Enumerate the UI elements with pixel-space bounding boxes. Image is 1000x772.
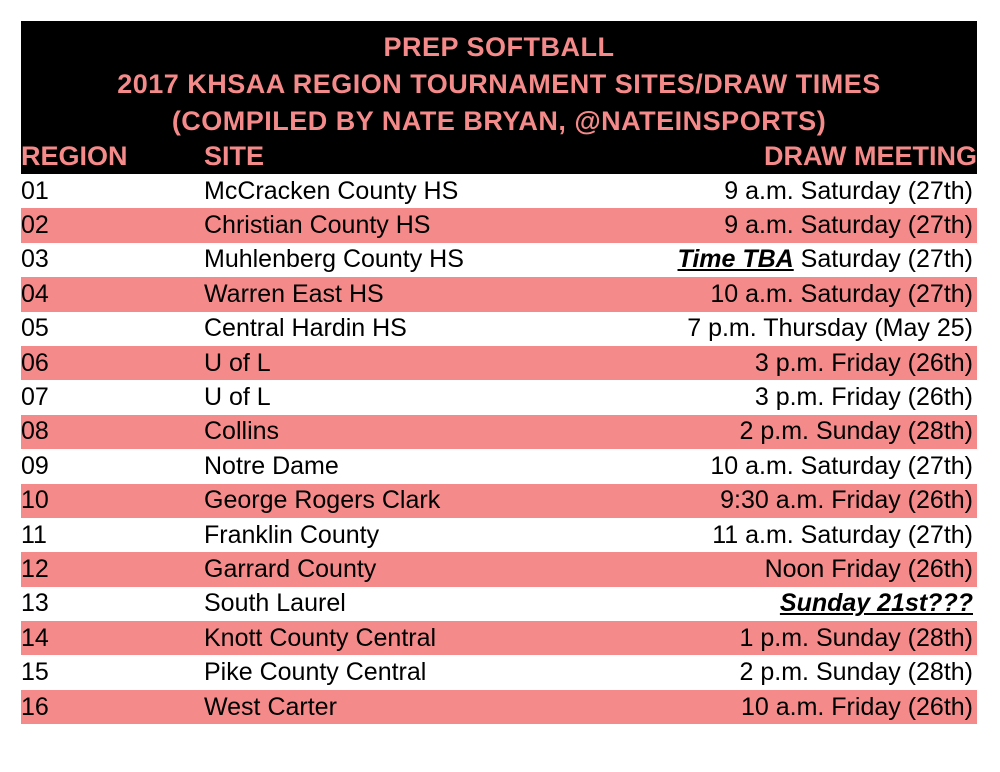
draw-meeting-cell	[549, 452, 977, 481]
site-cell: Muhlenberg County HS	[204, 245, 464, 274]
site-cell: West Carter	[204, 692, 337, 721]
region-cell: 07	[21, 383, 49, 412]
region-cell: 13	[21, 589, 49, 618]
title-line-1: PREP SOFTBALL	[383, 32, 615, 62]
site-cell: Notre Dame	[204, 451, 339, 480]
site-cell: Christian County HS	[204, 211, 431, 240]
table-row	[21, 484, 977, 518]
region-cell: 14	[21, 623, 49, 652]
draw-meeting-text: 9 a.m. Saturday (27th)	[724, 211, 973, 240]
draw-meeting-emphasis: Sunday 21st???	[779, 589, 973, 618]
region-cell: 01	[21, 176, 49, 205]
table-row	[21, 277, 977, 311]
region-cell: 08	[21, 417, 49, 446]
region-cell: 05	[21, 314, 49, 343]
title-line-3: (COMPILED BY NATE BRYAN, @NATEINSPORTS)	[171, 106, 827, 136]
draw-meeting-cell	[549, 555, 977, 584]
table-row	[21, 312, 977, 346]
table-row	[21, 518, 977, 552]
site-cell: Franklin County	[204, 520, 380, 549]
draw-meeting-text: 10 a.m. Friday (26th)	[740, 692, 973, 721]
site-cell: Central Hardin HS	[204, 314, 407, 343]
table-row	[21, 208, 977, 242]
region-cell: 15	[21, 658, 49, 687]
draw-meeting-cell	[549, 624, 977, 653]
draw-meeting-text: Noon Friday (26th)	[764, 554, 973, 583]
draw-meeting-cell	[549, 349, 977, 378]
site-cell: U of L	[204, 383, 271, 412]
region-cell: 06	[21, 348, 49, 377]
table-row	[21, 346, 977, 380]
draw-meeting-cell	[549, 314, 977, 343]
draw-meeting-text: 10 a.m. Saturday (27th)	[710, 451, 973, 480]
draw-meeting-emphasis: Time TBA	[677, 245, 794, 274]
draw-meeting-cell	[549, 280, 977, 309]
region-cell: 02	[21, 211, 49, 240]
region-cell: 03	[21, 245, 49, 274]
region-cell: 12	[21, 554, 49, 583]
draw-meeting-cell	[549, 589, 977, 618]
draw-meeting-text: 2 p.m. Sunday (28th)	[739, 658, 973, 687]
draw-meeting-text: 9 a.m. Saturday (27th)	[724, 176, 973, 205]
draw-meeting-text: 9:30 a.m. Friday (26th)	[720, 486, 973, 515]
table-row	[21, 415, 977, 449]
draw-meeting-text: 2 p.m. Sunday (28th)	[739, 417, 973, 446]
region-cell: 16	[21, 692, 49, 721]
draw-meeting-text: 10 a.m. Saturday (27th)	[710, 279, 973, 308]
draw-meeting-cell	[549, 211, 977, 240]
table-row	[21, 587, 977, 621]
region-cell: 11	[21, 520, 47, 549]
draw-meeting-cell	[549, 383, 977, 412]
column-header-site: SITE	[204, 141, 265, 171]
draw-meeting-text: 7 p.m. Thursday (May 25)	[687, 314, 973, 343]
site-cell: Knott County Central	[204, 623, 437, 652]
draw-meeting-text: Saturday (27th)	[793, 245, 973, 274]
column-header-draw: DRAW MEETING	[764, 141, 977, 171]
draw-meeting-text: 3 p.m. Friday (26th)	[754, 383, 973, 412]
site-cell: George Rogers Clark	[204, 486, 441, 515]
site-cell: Warren East HS	[204, 279, 384, 308]
column-header-region: REGION	[21, 141, 128, 171]
draw-meeting-cell	[549, 177, 977, 206]
table-row	[21, 174, 977, 208]
table-row	[21, 621, 977, 655]
site-cell: South Laurel	[204, 589, 346, 618]
site-cell: Pike County Central	[204, 658, 427, 687]
draw-meeting-cell	[549, 521, 977, 550]
draw-meeting-text: 11 a.m. Saturday (27th)	[712, 520, 973, 549]
table-row	[21, 449, 977, 483]
region-cell: 10	[21, 486, 49, 515]
draw-meeting-cell	[549, 417, 977, 446]
draw-meeting-cell	[549, 245, 977, 274]
table-header	[21, 21, 977, 174]
table-row	[21, 243, 977, 277]
table-row	[21, 690, 977, 724]
site-cell: Garrard County	[204, 554, 377, 583]
draw-meeting-cell	[549, 486, 977, 515]
table-row	[21, 655, 977, 689]
table-row	[21, 380, 977, 414]
site-cell: Collins	[204, 417, 280, 446]
title-line-2: 2017 KHSAA REGION TOURNAMENT SITES/DRAW TIMES	[117, 69, 881, 99]
draw-meeting-cell	[549, 658, 977, 687]
draw-meeting-cell	[549, 693, 977, 722]
table-row	[21, 552, 977, 586]
tournament-table	[21, 21, 977, 724]
region-cell: 09	[21, 451, 49, 480]
region-cell: 04	[21, 279, 49, 308]
draw-meeting-text: 1 p.m. Sunday (28th)	[739, 623, 973, 652]
site-cell: U of L	[204, 348, 271, 377]
draw-meeting-text: 3 p.m. Friday (26th)	[754, 348, 973, 377]
site-cell: McCracken County HS	[204, 176, 459, 205]
table-body	[21, 174, 977, 724]
column-headers	[21, 140, 977, 174]
